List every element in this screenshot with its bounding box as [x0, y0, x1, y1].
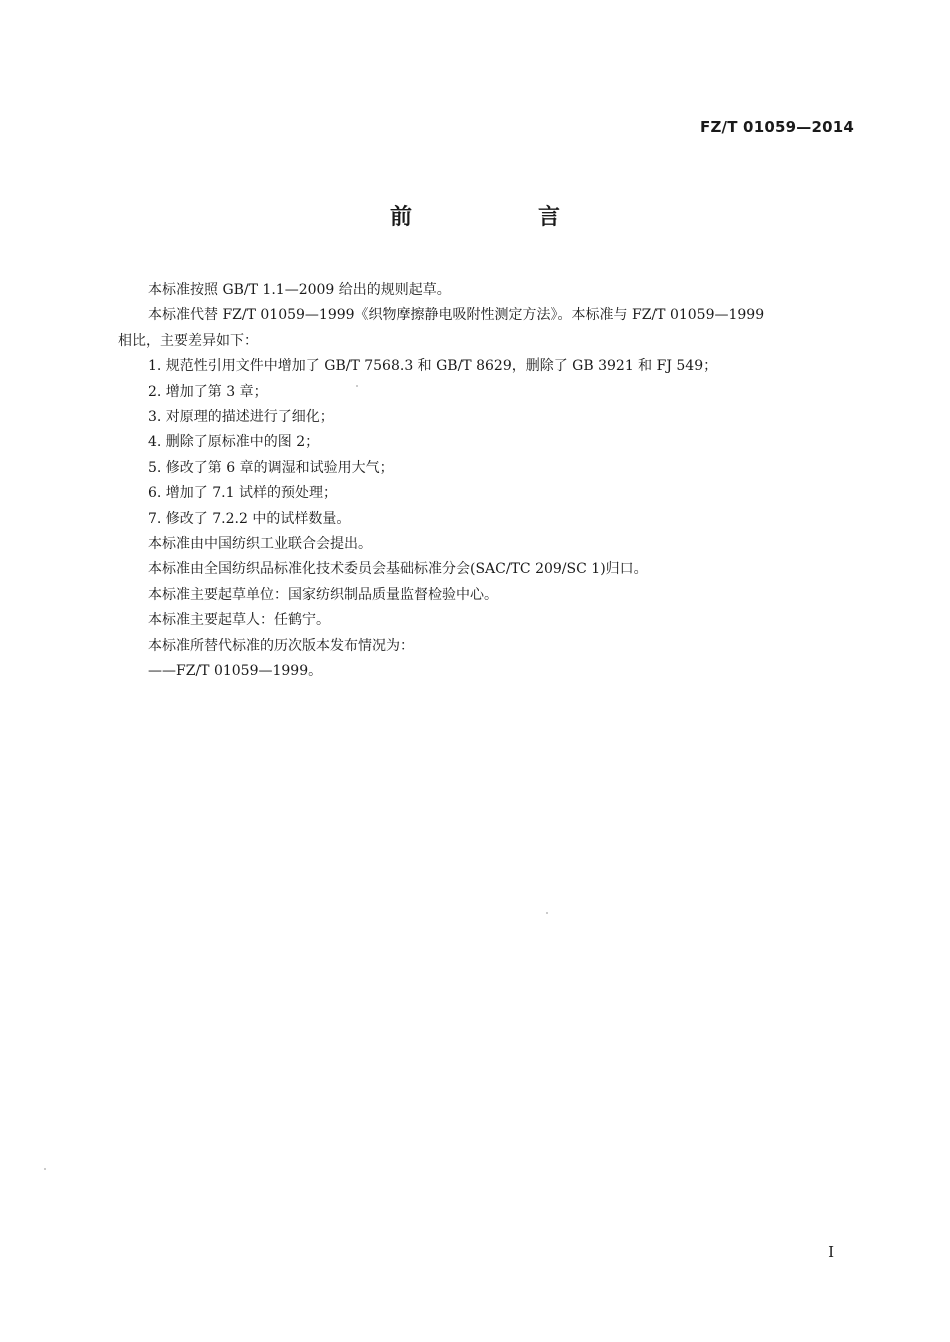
paragraph-previous-editions: 本标准所替代标准的历次版本发布情况为： — [148, 637, 414, 654]
list-item: 6. 增加了 7.1 试样的预处理； — [148, 485, 337, 502]
scan-speck — [44, 1168, 46, 1170]
paragraph-drafter: 本标准主要起草人：任鹤宁。 — [148, 612, 330, 629]
page-title: 前 言 — [389, 205, 612, 230]
list-item: 4. 删除了原标准中的图 2； — [148, 434, 320, 451]
paragraph-replaces: 本标准代替 FZ/T 01059—1999《织物摩擦静电吸附性测定方法》。本标准与 FZ/T 01059—1999 — [148, 307, 765, 324]
previous-edition-item: ——FZ/T 01059—1999。 — [148, 663, 323, 680]
scan-speck — [356, 385, 358, 387]
paragraph-drafting-organization: 本标准主要起草单位：国家纺织制品质量监督检验中心。 — [148, 586, 498, 603]
list-item: 2. 增加了第 3 章； — [148, 383, 268, 400]
page-number: I — [828, 1243, 834, 1261]
foreword-body — [118, 278, 858, 685]
standard-code: FZ/T 01059—2014 — [700, 118, 854, 136]
paragraph-under-jurisdiction: 本标准由全国纺织品标准化技术委员会基础标准分会(SAC/TC 209/SC 1)归口。 — [148, 561, 648, 578]
paragraph-proposed-by: 本标准由中国纺织工业联合会提出。 — [148, 536, 372, 553]
scan-speck — [546, 912, 548, 914]
paragraph-drafting-rules: 本标准按照 GB/T 1.1—2009 给出的规则起草。 — [148, 282, 451, 298]
list-item: 3. 对原理的描述进行了细化； — [148, 409, 334, 426]
paragraph-replaces-continued: 相比，主要差异如下： — [118, 332, 258, 349]
list-item: 5. 修改了第 6 章的调湿和试验用大气； — [148, 459, 394, 476]
list-item: 1. 规范性引用文件中增加了 GB/T 7568.3 和 GB/T 8629，删除了 GB 3921 和 FJ 549； — [148, 358, 718, 375]
list-item: 7. 修改了 7.2.2 中的试样数量。 — [148, 510, 351, 527]
